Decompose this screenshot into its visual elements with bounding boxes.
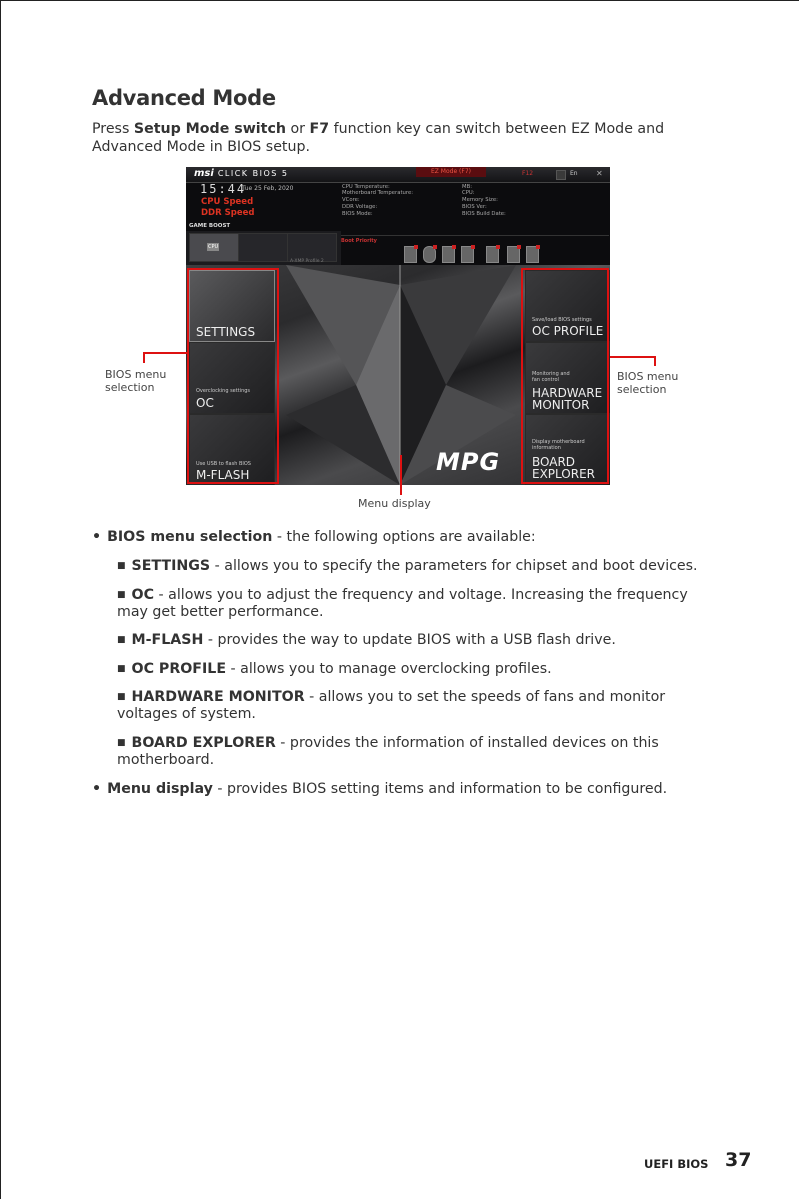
left-menu-highlight <box>187 268 279 484</box>
ez-mode-button[interactable]: EZ Mode (F7) <box>416 167 486 177</box>
sysinfo-ddr-voltage: DDR Voltage: <box>342 204 378 210</box>
left-callout-line-h <box>143 352 187 354</box>
hardware-monitor-menu-tile[interactable]: Monitoring and fan control HARDWARE MONITOR <box>525 342 610 414</box>
settings-menu-tile[interactable]: SETTINGS <box>189 270 275 342</box>
xmp-profile1-tile[interactable] <box>238 233 288 262</box>
bios-top-bar <box>186 167 610 183</box>
footer-section-label: UEFI BIOS <box>644 1157 709 1171</box>
bottom-callout-label: Menu display <box>358 497 431 510</box>
sysinfo-cpu-temp: CPU Temperature: <box>342 184 390 190</box>
boot-priority-label: Boot Priority <box>341 238 377 244</box>
boot-device-icon[interactable] <box>423 246 436 263</box>
boot-device-icon[interactable] <box>442 246 455 263</box>
right-menu-highlight <box>521 268 609 484</box>
bullet-hardware-monitor: ■ HARDWARE MONITOR - allows you to set the speeds of fans and monitor <box>117 689 666 705</box>
boot-device-icon[interactable] <box>404 246 417 263</box>
bullet-settings: ■ SETTINGS - allows you to specify the parameters for chipset and boot devices. <box>117 558 698 574</box>
boot-device-icon[interactable] <box>507 246 520 263</box>
boot-device-icon[interactable] <box>486 246 499 263</box>
msi-logo: msi CLICK BIOS 5 <box>194 168 289 179</box>
section-heading: Advanced Mode <box>92 86 276 110</box>
bottom-callout-line <box>400 455 402 495</box>
bullet-oc-profile: ■ OC PROFILE - allows you to manage overclocking profiles. <box>117 661 552 677</box>
menu-display-area <box>186 265 610 485</box>
speed-labels <box>201 197 254 219</box>
bullet-menu-display: • Menu display - provides BIOS setting items and information to be configured. <box>92 781 668 797</box>
page-border-left <box>0 0 1 1199</box>
bullet-mflash: ■ M-FLASH - provides the way to update BIOS with a USB flash drive. <box>117 632 616 648</box>
bios-screenshot <box>186 167 610 485</box>
system-info <box>342 184 610 229</box>
bullet-board-explorer: ■ BOARD EXPLORER - provides the information of installed devices on this <box>117 735 659 751</box>
boot-device-icon[interactable] <box>461 246 474 263</box>
sysinfo-cpu: CPU: <box>462 190 475 196</box>
boot-priority-bar <box>341 235 609 266</box>
cpu-speed-label: CPU Speed <box>201 197 254 207</box>
sysinfo-mb: MB: <box>462 184 472 190</box>
close-icon[interactable]: ✕ <box>596 169 603 178</box>
xmp-profile-label: A-XMP Profile 2 <box>290 259 324 264</box>
game-boost-label: GAME BOOST <box>189 223 231 229</box>
sysinfo-memory: Memory Size: <box>462 197 498 203</box>
sysinfo-build-date: BIOS Build Date: <box>462 211 506 217</box>
bios-date: Tue 25 Feb, 2020 <box>242 185 294 192</box>
left-callout-line-v <box>143 352 145 363</box>
cpu-tile[interactable]: CPU <box>189 233 239 262</box>
sysinfo-bios-ver: BIOS Ver: <box>462 204 487 210</box>
bios-clock: 15:44 <box>200 182 247 196</box>
board-explorer-menu-tile[interactable]: Display motherboard information BOARD EXPLORER <box>525 414 610 485</box>
ddr-speed-label: DDR Speed <box>201 208 255 218</box>
bullet-bios-menu-selection: • BIOS menu selection - the following options are available: <box>92 529 536 545</box>
left-callout-label: BIOS menu selection <box>105 368 167 394</box>
mflash-menu-tile[interactable]: Use USB to flash BIOS M-FLASH <box>189 414 275 485</box>
bullet-board-explorer-cont: motherboard. <box>117 752 215 768</box>
xmp-profile2-tile[interactable] <box>287 233 337 262</box>
intro-paragraph: Press Setup Mode switch or F7 function key can switch between EZ Mode and Advanced Mode in BIOS setup. <box>92 121 665 155</box>
sysinfo-mb-temp: Motherboard Temperature: <box>342 190 413 196</box>
page-border-top <box>0 0 799 1</box>
language-button[interactable]: En <box>570 170 578 177</box>
setup-mode-switch-term: Setup Mode switch <box>133 121 286 137</box>
mpg-brand-logo: MPG <box>436 448 501 476</box>
hot-key-icon[interactable] <box>556 170 566 180</box>
page-number: 37 <box>725 1149 752 1171</box>
bullet-oc-cont: may get better performance. <box>117 604 324 620</box>
right-callout-line-v <box>654 356 656 366</box>
bullet-hardware-monitor-cont: voltages of system. <box>117 706 256 722</box>
sysinfo-bios-mode: BIOS Mode: <box>342 211 373 217</box>
oc-profile-menu-tile[interactable]: Save/load BIOS settings OC PROFILE <box>525 270 610 342</box>
sysinfo-vcore: VCore: <box>342 197 360 203</box>
boot-device-icon[interactable] <box>526 246 539 263</box>
f12-screenshot-button[interactable]: F12 <box>522 170 534 177</box>
bullet-oc: ■ OC - allows you to adjust the frequency and voltage. Increasing the frequency <box>117 587 688 603</box>
right-callout-line-h <box>610 356 655 358</box>
f7-key-term: F7 <box>309 121 330 137</box>
right-callout-label: BIOS menu selection <box>617 370 679 396</box>
oc-menu-tile[interactable]: Overclocking settings OC <box>189 342 275 414</box>
